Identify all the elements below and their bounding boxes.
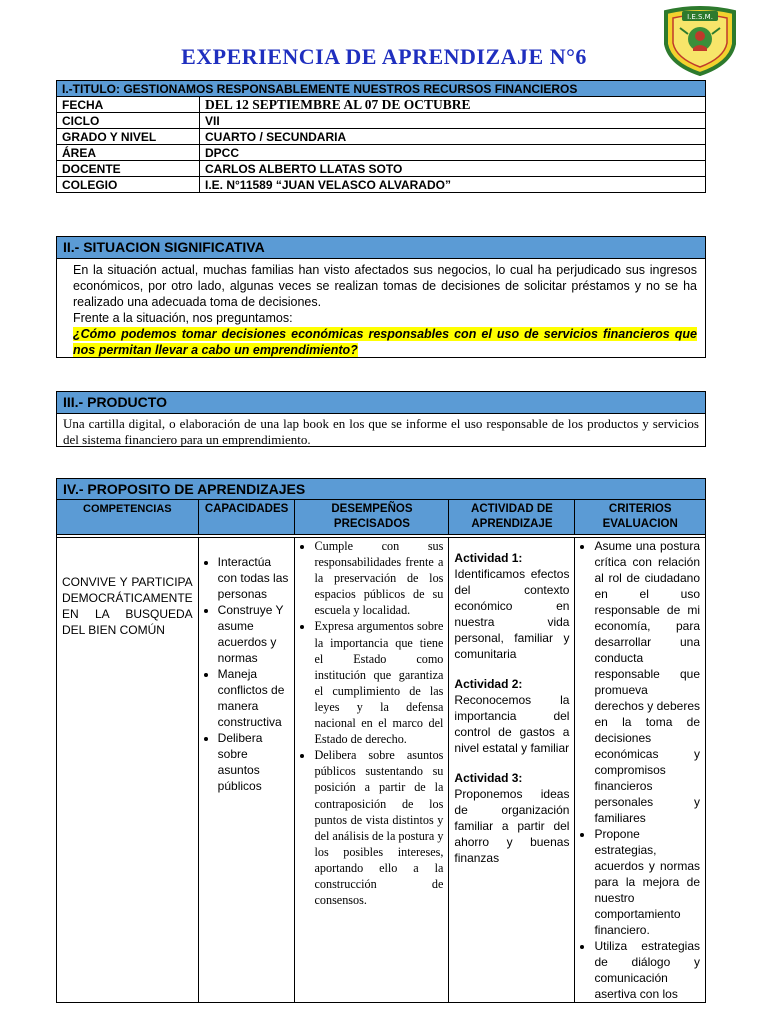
- col-criterios: CRITERIOS EVALUACION: [575, 500, 706, 535]
- producto-section: [56, 391, 706, 447]
- producto-text: Una cartilla digital, o elaboración de una lap book en los que se informe el uso responsable de los productos y servicios del sistema financiero para un emprendimiento.: [63, 416, 699, 447]
- list-item: • Construye Y asume acuerdos y normas: [218, 602, 290, 666]
- actividad-text: Reconocemos la importancia del control de gastos a nivel estatal y familiar: [454, 693, 570, 755]
- list-item: • Utiliza estrategias de diálogo y comunicación asertiva con los: [594, 938, 700, 1002]
- table-row: [57, 177, 706, 193]
- school-shield-logo: [660, 6, 740, 76]
- situacion-text: En la situación actual, muchas familias han visto afectados sus negocios, lo cual ha perjudicado sus ingresos económicos, por otro lado, algunas veces se realizan tomas de decisiones de solicitar préstamos y no se ha realizado una adecuada toma de decisiones.: [73, 263, 697, 309]
- col-capacidades: CAPACIDADES: [198, 500, 295, 535]
- proposito-heading: IV.- PROPOSITO DE APRENDIZAJES: [57, 479, 706, 500]
- svg-text:I.E.S.M.: I.E.S.M.: [687, 13, 713, 21]
- situacion-question: ¿Cómo podemos tomar decisiones económicas responsables con el uso de servicios financieros que nos permitan llevar a cabo un emprendimiento?: [73, 327, 697, 357]
- list-item: • Maneja conflictos de manera constructiva: [218, 666, 290, 730]
- col-actividad: ACTIVIDAD DE APRENDIZAJE: [449, 500, 575, 535]
- producto-heading: III.- PRODUCTO: [57, 392, 705, 414]
- ciclo-value: VII: [200, 113, 706, 129]
- fecha-label: FECHA: [57, 97, 200, 113]
- list-item: • Asume una postura crítica con relación al rol de ciudadano en el uso responsable de mi economía, para desarrollar una conducta responsable que promueva derechos y deberes en la toma de decisiones económicas y compromisos financieros personales y familiares: [594, 538, 700, 826]
- col-competencias: COMPETENCIAS: [57, 500, 199, 535]
- actividad-title: Actividad 2:: [454, 677, 523, 691]
- list-item: • Delibera sobre asuntos públicos sustentando su posición a partir de la contraposición de los puntos de vista distintos y del análisis de la postura y los posibles intereses, aportando ello a la construcción de consensos.: [314, 747, 443, 908]
- area-value: DPCC: [200, 145, 706, 161]
- grado-label: GRADO Y NIVEL: [57, 129, 200, 145]
- criterios-list: [580, 538, 700, 1002]
- actividad-title: Actividad 3:: [454, 771, 523, 785]
- table-row: [57, 145, 706, 161]
- table-row: [57, 97, 706, 113]
- docente-label: DOCENTE: [57, 161, 200, 177]
- table-row: [57, 113, 706, 129]
- desempenos-list: [300, 538, 443, 908]
- competencia-cell: CONVIVE Y PARTICIPA DEMOCRÁTICAMENTE EN LA BUSQUEDA DEL BIEN COMÚN: [57, 538, 199, 1003]
- document-title: EXPERIENCIA DE APRENDIZAJE N°6: [181, 44, 587, 69]
- proposito-table: [56, 478, 706, 1003]
- colegio-label: COLEGIO: [57, 177, 200, 193]
- situacion-section: [56, 236, 706, 358]
- col-desempenos: DESEMPEÑOS PRECISADOS: [295, 500, 449, 535]
- ciclo-label: CICLO: [57, 113, 200, 129]
- grado-value: CUARTO / SECUNDARIA: [200, 129, 706, 145]
- info-table: [56, 80, 706, 193]
- titulo-cell: I.-TITULO: GESTIONAMOS RESPONSABLEMENTE NUESTROS RECURSOS FINANCIEROS: [57, 81, 706, 97]
- table-row: [57, 129, 706, 145]
- list-item: • Expresa argumentos sobre la importancia que tiene el Estado como institución que garantiza el cumplimiento de las leyes y la defensa nacional en el marco del Estado de derecho.: [314, 618, 443, 747]
- area-label: ÁREA: [57, 145, 200, 161]
- list-item: • Cumple con sus responsabilidades frente a la preservación de los espacios públicos de su escuela y localidad.: [314, 538, 443, 618]
- table-row: [57, 161, 706, 177]
- fecha-value: DEL 12 SEPTIEMBRE AL 07 DE OCTUBRE: [200, 97, 706, 113]
- list-item: • Delibera sobre asuntos públicos: [218, 730, 290, 794]
- colegio-value: I.E. N°11589 “JUAN VELASCO ALVARADO”: [200, 177, 706, 193]
- actividad-text: Identificamos efectos del contexto económico en nuestra vida personal, familiar y comunitaria: [454, 567, 570, 661]
- list-item: • Propone estrategias, acuerdos y normas para la mejora de nuestro comportamiento financiero.: [594, 826, 700, 938]
- actividad-text: Proponemos ideas de organización familiar a partir del ahorro y buenas finanzas: [454, 787, 570, 865]
- situacion-heading: II.- SITUACION SIGNIFICATIVA: [57, 237, 705, 259]
- list-item: • Interactúa con todas las personas: [218, 554, 290, 602]
- docente-value: CARLOS ALBERTO LLATAS SOTO: [200, 161, 706, 177]
- capacidades-list: [204, 554, 290, 794]
- situacion-intro: Frente a la situación, nos preguntamos:: [73, 311, 293, 325]
- actividad-title: Actividad 1:: [454, 551, 523, 565]
- actividades-cell: [449, 538, 575, 1003]
